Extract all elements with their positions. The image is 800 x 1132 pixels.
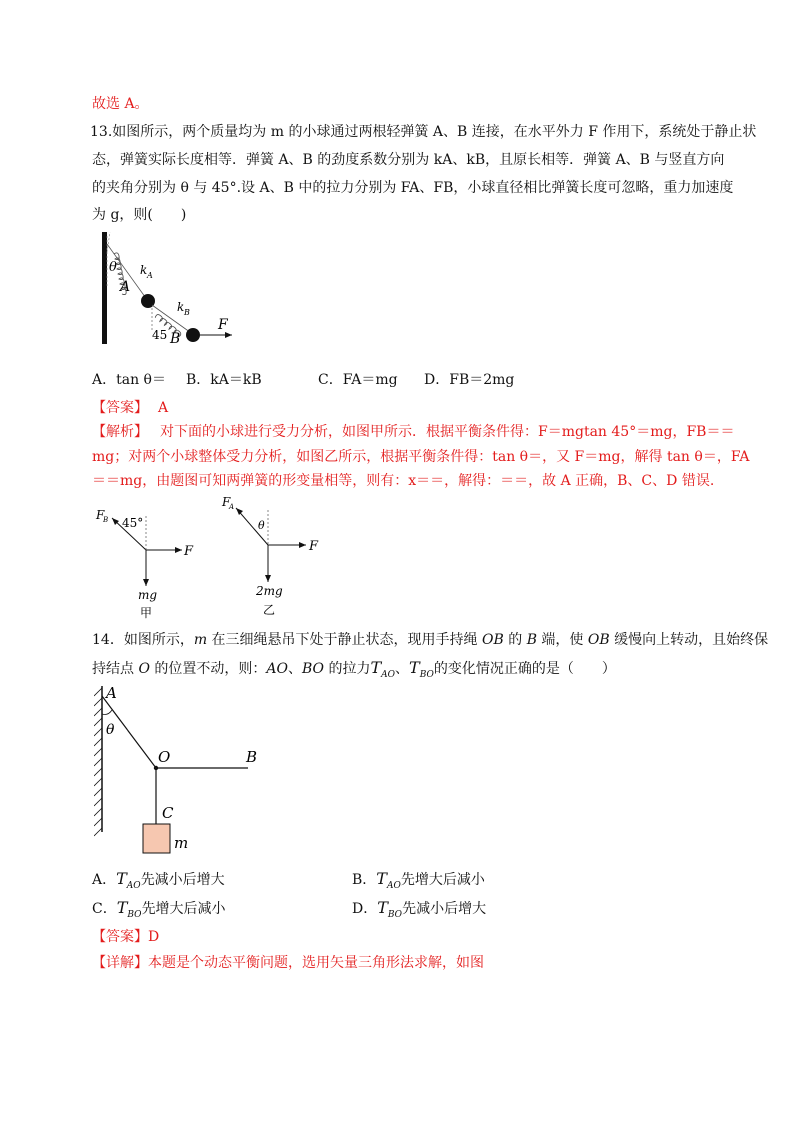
svg-text:k: k — [177, 300, 185, 314]
q14-detail: 【详解】本题是个动态平衡问题，选用矢量三角形法求解，如图 — [92, 955, 484, 971]
svg-text:B: B — [103, 516, 109, 524]
svg-text:甲: 甲 — [140, 606, 153, 620]
svg-text:m: m — [174, 834, 189, 852]
svg-text:k: k — [140, 263, 148, 277]
q13-analysis-line-1: 【解析】 对下面的小球进行受力分析，如图甲所示．根据平衡条件得：F＝mgtan 45°＝mg，FB＝＝ — [92, 424, 735, 440]
q13-option-b[interactable]: B．kA＝kB — [186, 372, 262, 388]
q13-option-a[interactable]: A．tan θ＝ — [92, 372, 166, 388]
mass-block — [143, 824, 170, 853]
q13-line-2: 态，弹簧实际长度相等．弹簧 A、B 的劲度系数分别为 kA、kB，且原长相等．弹簧 A、B 与竖直方向 — [92, 152, 725, 168]
svg-text:F: F — [309, 539, 319, 554]
svg-text:F: F — [184, 544, 194, 559]
svg-text:A: A — [106, 684, 117, 702]
q13-line-4: 为 g，则( ) — [92, 207, 187, 223]
svg-text:θ: θ — [106, 722, 115, 738]
svg-text:A: A — [147, 271, 153, 280]
q14-option-a[interactable]: A．$T_{AO}$先减小后增大 — [92, 869, 225, 891]
q13-analysis-line-2: mg；对两个小球整体受力分析，如图乙所示，根据平衡条件得：tan θ＝，又 F＝mg，解得 tan θ＝，FA — [92, 449, 750, 465]
previous-answer: 故选 A。 — [92, 96, 149, 112]
svg-text:45°: 45° — [122, 516, 144, 530]
label-b: B — [170, 331, 181, 347]
q13-line-3: 的夹角分别为 θ 与 45°.设 A、B 中的拉力分别为 FA、FB，小球直径相比弹簧长度可忽略，重力加速度 — [92, 180, 734, 196]
svg-text:θ: θ — [258, 519, 265, 532]
q14-line-1: 14．如图所示，m 在三细绳悬吊下处于静止状态，现用手持绳 OB 的 B 端，使 OB 缓慢向上转动，且始终保 — [92, 632, 769, 648]
svg-text:B: B — [184, 308, 190, 317]
q14-rope-figure — [94, 682, 284, 862]
q13-option-c[interactable]: C．FA＝mg — [318, 372, 398, 388]
q13-analysis-line-3: ＝＝mg，由题图可知两弹簧的形变量相等，则有：x＝＝，解得：＝＝，故 A 正确，B、C、D 错误. — [92, 473, 715, 489]
q14-option-b[interactable]: B．$T_{AO}$先增大后减小 — [352, 869, 485, 891]
ball-b — [186, 328, 200, 342]
svg-text:O: O — [158, 748, 171, 766]
q13-answer: 【答案】 A — [92, 400, 169, 416]
svg-text:F: F — [222, 495, 231, 509]
svg-text:C: C — [162, 804, 174, 822]
theta-label: θ — [109, 260, 117, 275]
wall — [102, 232, 107, 344]
q14-option-d[interactable]: D．$T_{BO}$先减小后增大 — [352, 898, 487, 920]
label-a: A — [120, 279, 131, 295]
svg-text:乙: 乙 — [263, 603, 276, 617]
svg-text:A: A — [229, 503, 235, 511]
force-f-label: F — [218, 317, 228, 333]
force-diagram-jia — [92, 498, 202, 620]
svg-text:B: B — [246, 748, 258, 766]
svg-text:mg: mg — [138, 588, 158, 602]
knot-o — [154, 766, 158, 770]
angle-45-label: 45 — [152, 328, 168, 342]
svg-text:F: F — [96, 508, 105, 522]
svg-text:2mg: 2mg — [256, 584, 283, 598]
q13-option-d[interactable]: D．FB＝2mg — [424, 372, 515, 388]
q13-spring-figure — [96, 228, 246, 350]
force-diagram-yi — [218, 492, 328, 620]
q14-option-c[interactable]: C．$T_{BO}$先增大后减小 — [92, 898, 226, 920]
q13-line-1: 13.如图所示，两个质量均为 m 的小球通过两根轻弹簧 A、B 连接，在水平外力 F 作用下，系统处于静止状 — [90, 124, 757, 140]
q14-line-2: 持结点 O 的位置不动，则：AO、BO 的拉力$T_{AO}$、$T_{BO}$的变化情况正确的是（ ） — [92, 658, 616, 680]
q14-answer: 【答案】D — [92, 929, 160, 945]
